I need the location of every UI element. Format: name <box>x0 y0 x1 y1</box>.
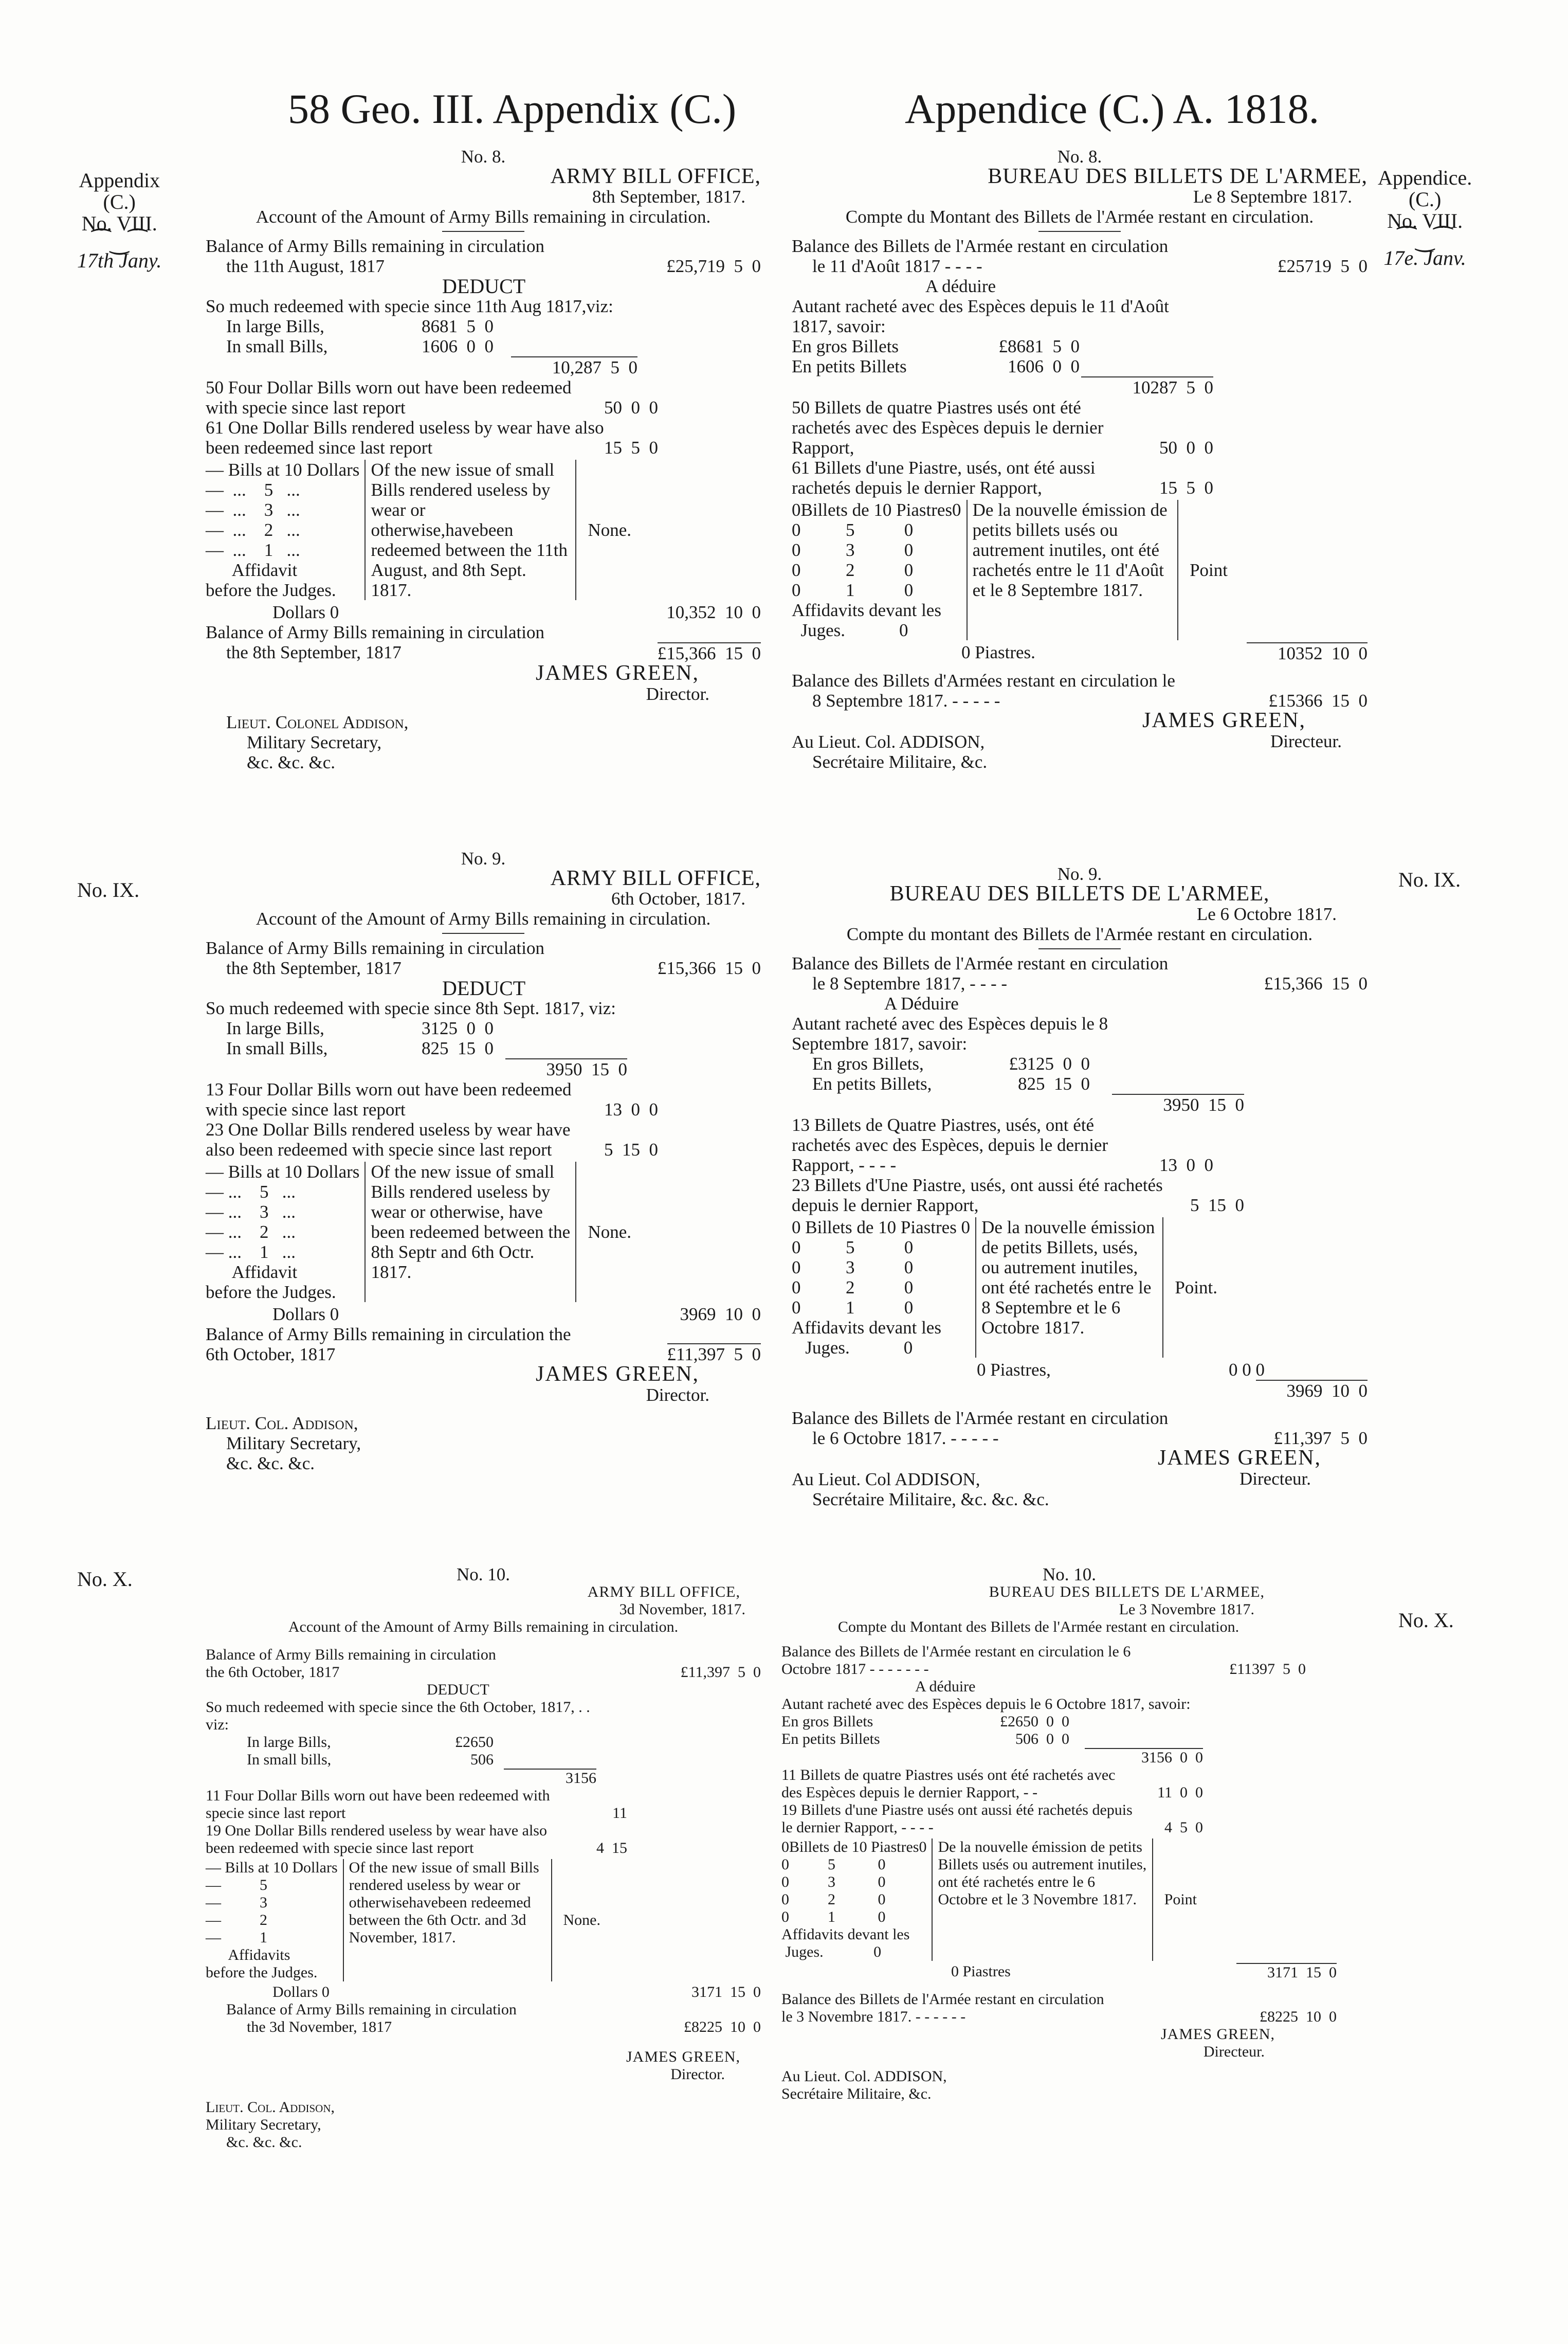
closing-balance-label: Balance of Army Bills remaining in circulation the 6th October, 1817 <box>206 1324 571 1364</box>
addressee-title: Military Secretary, <box>206 2116 321 2133</box>
account-fr-10 <box>781 1566 1357 2103</box>
addressee-name: Au Lieut. Col ADDISON, <box>792 1469 980 1489</box>
one-dollar-amount: 15 5 0 <box>1159 478 1213 498</box>
office-date: Le 6 Octobre 1817. <box>1196 904 1337 924</box>
office-name: ARMY BILL OFFICE, <box>550 867 761 890</box>
divider <box>442 231 524 232</box>
redeemed-subtotal: 3950 15 0 <box>1112 1094 1245 1115</box>
new-issue-result: None. <box>563 1912 600 1928</box>
one-dollar-label: 19 One Dollar Bills rendered useless by wear have also been redeemed with specie since last report <box>206 1822 547 1856</box>
opening-balance-label: Balance des Billets de l'Armée restant en circulation <box>792 953 1169 973</box>
total-deducted: 3969 10 0 <box>1256 1380 1368 1401</box>
four-dollar-label: 13 Billets de Quatre Piastres, usés, ont été rachetés avec des Espèces, depuis le dernier Rapport, - - - - <box>792 1115 1108 1175</box>
opening-balance-label: Balance of Army Bills remaining in circulation <box>206 236 545 256</box>
addressee-title: Secrétaire Militaire, &c. &c. &c. <box>812 1489 1049 1509</box>
closing-balance-amount: £11,397 5 0 <box>667 1344 761 1364</box>
addressee-title: Military Secretary, <box>226 1433 361 1453</box>
new-issue-note: De la nouvelle émission de petits billets usés ou autrement inutiles, ont été rachetés entre le 11 d'Août et le 8 Septembre 1817. <box>967 500 1179 640</box>
margin-no-x-right: No. X. <box>1398 1609 1454 1632</box>
swash-ornament-icon: ⁀‿⁀ <box>92 229 147 255</box>
closing-balance-amount: £11,397 5 0 <box>1273 1428 1368 1448</box>
margin-date: 17e. Janv. <box>1383 246 1466 269</box>
opening-balance-date: the 8th September, 1817 <box>226 958 402 978</box>
small-bills-amount: 825 15 0 <box>1018 1074 1090 1094</box>
closing-balance-date: 8 Septembre 1817. - - - - - <box>812 691 1000 711</box>
swash-ornament-icon: ⁀‿⁀ <box>1397 227 1452 252</box>
one-dollar-amount: 5 15 0 <box>604 1140 658 1160</box>
opening-balance-date: le 8 Septembre 1817, - - - - <box>812 973 1008 994</box>
office-name: BUREAU DES BILLETS DE L'ARMEE, <box>988 165 1368 188</box>
large-bills-amount: 3125 0 0 <box>422 1018 494 1038</box>
four-dollar-label: 11 Billets de quatre Piastres usés ont été rachetés avec des Espèces depuis le dernier Rapport, - - <box>781 1766 1116 1801</box>
new-issue-bills-list: 0Billets de 10 Piastres0 0 5 0 0 3 0 0 2 0 0 1 0 Affidavits devant les Juges. 0 <box>781 1838 927 1960</box>
four-dollar-amount: 11 <box>612 1805 627 1822</box>
signer-name: JAMES GREEN, <box>626 2048 740 2065</box>
account-number: No. 10. <box>1042 1564 1097 1584</box>
office-date: 6th October, 1817. <box>611 889 745 909</box>
divider <box>1038 948 1121 949</box>
office-name: BUREAU DES BILLETS DE L'ARMEE, <box>889 882 1270 906</box>
opening-balance-amount: £25,719 5 0 <box>666 256 761 276</box>
opening-balance-amount: £11397 5 0 <box>1229 1661 1306 1678</box>
opening-balance-label: Balance des Billets de l'Armée restant en circulation <box>792 236 1169 256</box>
deduct-heading: DEDUCT <box>442 977 526 1000</box>
account-title: Compte du montant des Billets de l'Armée restant en circulation. <box>846 924 1313 944</box>
dollars-zero: 0 Piastres <box>951 1963 1011 1980</box>
total-deducted: 3969 10 0 <box>680 1304 761 1324</box>
four-dollar-amount: 11 0 0 <box>1157 1784 1203 1801</box>
deduct-heading: A Déduire <box>884 994 959 1014</box>
redeemed-label: Autant racheté avec des Espèces depuis le 11 d'Août 1817, savoir: <box>792 296 1169 336</box>
addressee-name: Lieut. Col. Addison, <box>206 2099 335 2116</box>
deduct-heading: A déduire <box>915 1678 976 1695</box>
account-number: No. 8. <box>461 147 506 167</box>
opening-balance-amount: £15,366 15 0 <box>1264 973 1368 994</box>
signer-name: JAMES GREEN, <box>535 661 699 685</box>
margin-line: Appendice. <box>1378 166 1472 189</box>
account-en-10 <box>206 1566 761 2151</box>
closing-balance-label: Balance des Billets de l'Armée restant en circulation <box>792 1408 1169 1428</box>
one-dollar-amount: 5 15 0 <box>1190 1195 1244 1215</box>
margin-no-x-left: No. X. <box>77 1567 133 1591</box>
office-date: Le 8 Septembre 1817. <box>1193 187 1352 207</box>
total-deducted: 10,352 10 0 <box>666 602 761 622</box>
new-issue-result: None. <box>588 1222 631 1242</box>
small-bills-label: En petits Billets <box>781 1730 880 1747</box>
margin-line: (C.) <box>1408 188 1442 211</box>
one-dollar-amount: 4 5 0 <box>1164 1819 1203 1836</box>
addressee-title: Secrétaire Militaire, &c. <box>812 752 988 772</box>
new-issue-note: Of the new issue of small Bills rendered useless by wear or otherwisehavebeen redeemed between the 6th Octr. and 3d November, 1817. <box>343 1859 552 1981</box>
office-date: Le 3 Novembre 1817. <box>1119 1601 1254 1618</box>
large-bills-amount: £8681 5 0 <box>998 336 1080 356</box>
large-bills-label: In large Bills, <box>247 1734 331 1751</box>
opening-balance-amount: £25719 5 0 <box>1278 256 1368 276</box>
small-bills-amount: 825 15 0 <box>422 1038 494 1058</box>
new-issue-bills-list: 0Billets de 10 Piastres0 0 5 0 0 3 0 0 2 0 0 1 0 Affidavits devant les Juges. 0 <box>792 500 961 640</box>
divider <box>442 933 524 934</box>
one-dollar-label: 23 One Dollar Bills rendered useless by wear have also been redeemed with specie since last report <box>206 1120 571 1160</box>
opening-balance-label: Balance of Army Bills remaining in circulation <box>206 1646 496 1663</box>
redeemed-subtotal: 3950 15 0 <box>505 1058 628 1079</box>
page-header-right: Appendice (C.) A. 1818. <box>905 85 1320 132</box>
four-dollar-amount: 50 0 0 <box>1159 438 1213 458</box>
four-dollar-label: 50 Billets de quatre Piastres usés ont été rachetés avec des Espèces depuis le dernier Rapport, <box>792 398 1104 458</box>
large-bills-label: In large Bills, <box>226 316 324 336</box>
office-name: ARMY BILL OFFICE, <box>587 1583 740 1600</box>
margin-appendix-right <box>1378 167 1472 269</box>
margin-line: Appendix <box>79 169 160 192</box>
large-bills-amount: £2650 <box>455 1734 494 1751</box>
signer-role: Director. <box>670 2066 725 2083</box>
office-date: 3d November, 1817. <box>619 1601 745 1618</box>
opening-balance-amount: £11,397 5 0 <box>680 1664 761 1681</box>
addressee-title: Military Secretary, <box>247 732 382 752</box>
small-bills-amount: 1606 0 0 <box>1008 356 1080 376</box>
account-title: Account of the Amount of Army Bills remaining in circulation. <box>256 207 711 227</box>
margin-date: 17th Jany. <box>77 249 162 272</box>
deduct-heading: DEDUCT <box>442 275 526 298</box>
total-deducted: 3171 15 0 <box>1236 1963 1337 1981</box>
four-dollar-amount: 13 0 0 <box>1159 1155 1213 1175</box>
dollars-zero: 0 Piastres, <box>977 1360 1051 1380</box>
deduct-heading: DEDUCT <box>427 1681 489 1698</box>
closing-balance-date: the 8th September, 1817 <box>226 642 402 662</box>
opening-balance-amount: £15,366 15 0 <box>657 958 761 978</box>
addressee-name: Lieut. Colonel Addison, <box>226 712 409 732</box>
four-dollar-label: 11 Four Dollar Bills worn out have been redeemed with specie since last report <box>206 1787 550 1822</box>
dollars-zero-amount: 0 0 0 <box>1229 1360 1265 1380</box>
opening-balance-date: le 11 d'Août 1817 - - - - <box>812 256 982 276</box>
one-dollar-amount: 4 15 <box>596 1840 627 1856</box>
divider <box>1038 231 1121 232</box>
addressee-etc: &c. &c. &c. <box>226 2134 302 2151</box>
large-bills-amount: 8681 5 0 <box>422 316 494 336</box>
four-dollar-amount: 50 0 0 <box>604 398 658 418</box>
account-number: No. 9. <box>1057 864 1102 884</box>
signer-role: Directeur. <box>1239 1469 1311 1489</box>
one-dollar-label: 19 Billets d'une Piastre usés ont aussi été rachetés depuis le dernier Rapport, - - - - <box>781 1801 1133 1836</box>
addressee-name: Au Lieut. Col. ADDISON, <box>792 732 985 752</box>
one-dollar-label: 61 One Dollar Bills rendered useless by wear have also been redeemed since last report <box>206 418 604 458</box>
closing-balance-label: Balance des Billets de l'Armée restant en circulation <box>781 1991 1104 2008</box>
signer-role: Director. <box>646 1385 709 1405</box>
four-dollar-label: 13 Four Dollar Bills worn out have been redeemed with specie since last report <box>206 1079 572 1120</box>
new-issue-bills-list: — Bills at 10 Dollars — 5 — 3 — 2 — 1 Affidavits before the Judges. <box>206 1859 338 1981</box>
large-bills-label: In large Bills, <box>226 1018 324 1038</box>
small-bills-label: In small Bills, <box>226 336 328 356</box>
signer-role: Director. <box>646 684 709 704</box>
one-dollar-label: 61 Billets d'une Piastre, usés, ont été aussi rachetés depuis le dernier Rapport, <box>792 458 1096 498</box>
closing-balance-label: Balance of Army Bills remaining in circulation <box>206 622 545 642</box>
addressee-etc: &c. &c. &c. <box>226 1453 315 1473</box>
dollars-zero: Dollars 0 <box>272 1304 339 1324</box>
account-number: No. 10. <box>456 1564 510 1584</box>
redeemed-label: So much redeemed with specie since 11th Aug 1817,viz: <box>206 296 613 316</box>
signer-name: JAMES GREEN, <box>1160 2026 1275 2043</box>
redeemed-subtotal: 10287 5 0 <box>1081 376 1214 398</box>
closing-balance-amount: £8225 10 0 <box>1260 2008 1337 2025</box>
new-issue-note: Of the new issue of small Bills rendered useless by wear or otherwise,havebeen redeemed between the 11th August, and 8th Sept. 1817. <box>364 460 576 600</box>
account-title: Account of the Amount of Army Bills remaining in circulation. <box>288 1618 679 1635</box>
signer-role: Directeur. <box>1203 2043 1265 2060</box>
office-name: BUREAU DES BILLETS DE L'ARMEE, <box>989 1583 1265 1600</box>
closing-balance-date: le 3 Novembre 1817. - - - - - - <box>781 2008 966 2025</box>
margin-appendix-left <box>77 170 161 272</box>
margin-no-ix-left: No. IX. <box>77 878 140 901</box>
opening-balance-date: the 6th October, 1817 <box>206 1664 340 1681</box>
dollars-zero: 0 Piastres. <box>961 642 1035 662</box>
opening-balance-label: Balance of Army Bills remaining in circulation <box>206 938 545 958</box>
addressee-name: Au Lieut. Col. ADDISON, <box>781 2068 947 2085</box>
redeemed-label: So much redeemed with specie since the 6th October, 1817, . . viz: <box>206 1699 590 1733</box>
account-number: No. 8. <box>1057 147 1102 167</box>
margin-line: No. VIII. <box>1387 209 1463 232</box>
closing-balance-amount: £15366 15 0 <box>1268 691 1368 711</box>
opening-balance-date: the 11th August, 1817 <box>226 256 385 276</box>
closing-balance-date: the 3d November, 1817 <box>247 2018 392 2035</box>
new-issue-bills-list: 0 Billets de 10 Piastres 0 0 5 0 0 3 0 0 2 0 0 1 0 Affidavits devant les Juges. 0 <box>792 1217 971 1358</box>
redeemed-label: Autant racheté avec des Espèces depuis le 6 Octobre 1817, savoir: <box>781 1696 1191 1712</box>
small-bills-amount: 506 0 0 <box>1015 1730 1069 1747</box>
large-bills-amount: £2650 0 0 <box>1000 1713 1069 1730</box>
office-name: ARMY BILL OFFICE, <box>550 165 761 188</box>
one-dollar-amount: 15 5 0 <box>604 438 658 458</box>
margin-line: No. VIII. <box>81 212 157 235</box>
total-deducted: 3171 15 0 <box>691 1984 761 2000</box>
opening-balance-date: Octobre 1817 - - - - - - - <box>781 1661 929 1678</box>
total-deducted: 10352 10 0 <box>1247 642 1368 663</box>
signer-name: JAMES GREEN, <box>1157 1446 1321 1470</box>
account-en-9 <box>206 849 761 1473</box>
addressee-title: Secrétaire Militaire, &c. <box>781 2085 932 2102</box>
closing-balance-label: Balance of Army Bills remaining in circulation <box>226 2001 517 2018</box>
small-bills-label: En petits Billets, <box>812 1074 932 1094</box>
account-title: Compte du Montant des Billets de l'Armée restant en circulation. <box>837 1618 1239 1635</box>
large-bills-label: En gros Billets <box>792 336 899 356</box>
account-fr-9 <box>792 864 1368 1509</box>
one-dollar-label: 23 Billets d'Une Piastre, usés, ont aussi été rachetés depuis le dernier Rapport, <box>792 1175 1163 1215</box>
closing-balance-amount: £8225 10 0 <box>684 2018 761 2035</box>
new-issue-result: Point <box>1164 1891 1197 1908</box>
new-issue-bills-list: — Bills at 10 Dollars — ... 5 ... — ... 3 ... — ... 2 ... — ... 1 ... Affidavit before the Judges. <box>206 460 360 600</box>
new-issue-result: Point. <box>1175 1277 1217 1297</box>
deduct-heading: A déduire <box>925 276 996 296</box>
redeemed-subtotal: 3156 <box>504 1769 596 1787</box>
large-bills-amount: £3125 0 0 <box>1009 1054 1090 1074</box>
redeemed-subtotal: 3156 0 0 <box>1085 1748 1203 1766</box>
new-issue-bills-list: — Bills at 10 Dollars — ... 5 ... — ... 3 ... — ... 2 ... — ... 1 ... Affidavit before the Judges. <box>206 1162 360 1302</box>
dollars-zero: Dollars 0 <box>272 602 339 622</box>
small-bills-label: In small bills, <box>247 1751 332 1768</box>
large-bills-label: En gros Billets, <box>812 1054 924 1074</box>
account-en-8 <box>206 147 761 772</box>
page-header-left: 58 Geo. III. Appendix (C.) <box>288 85 737 132</box>
addressee-etc: &c. &c. &c. <box>247 752 336 772</box>
signer-name: JAMES GREEN, <box>1142 709 1306 732</box>
account-title: Account of the Amount of Army Bills remaining in circulation. <box>256 909 711 929</box>
closing-balance-label: Balance des Billets d'Armées restant en circulation le <box>792 671 1175 691</box>
new-issue-result: None. <box>588 520 631 540</box>
signer-name: JAMES GREEN, <box>535 1362 699 1386</box>
redeemed-label: Autant racheté avec des Espèces depuis le 8 Septembre 1817, savoir: <box>792 1014 1108 1054</box>
closing-balance-amount: £15,366 15 0 <box>657 643 761 663</box>
account-title: Compte du Montant des Billets de l'Armée restant en circulation. <box>845 207 1314 227</box>
redeemed-subtotal: 10,287 5 0 <box>511 356 637 377</box>
margin-line: (C.) <box>103 190 136 213</box>
redeemed-label: So much redeemed with specie since 8th Sept. 1817, viz: <box>206 998 616 1018</box>
four-dollar-label: 50 Four Dollar Bills worn out have been redeemed with specie since last report <box>206 377 572 418</box>
new-issue-note: De la nouvelle émission de petits Billets usés ou autrement inutiles, ont été rachetés entre le 6 Octobre et le 3 Novembre 1817. <box>932 1838 1153 1961</box>
office-date: 8th September, 1817. <box>592 187 745 207</box>
large-bills-label: En gros Billets <box>781 1713 873 1730</box>
signer-role: Directeur. <box>1270 731 1342 751</box>
dollars-zero: Dollars 0 <box>272 1984 330 2000</box>
four-dollar-amount: 13 0 0 <box>604 1099 658 1120</box>
new-issue-result: Point <box>1190 560 1228 580</box>
addressee-name: Lieut. Col. Addison, <box>206 1413 358 1433</box>
margin-no-ix-right: No. IX. <box>1398 868 1461 891</box>
closing-balance-date: le 6 Octobre 1817. - - - - - <box>812 1428 999 1448</box>
account-fr-8 <box>792 147 1368 772</box>
small-bills-amount: 1606 0 0 <box>422 336 494 356</box>
small-bills-label: In small Bills, <box>226 1038 328 1058</box>
small-bills-amount: 506 <box>470 1751 494 1768</box>
account-number: No. 9. <box>461 849 506 869</box>
small-bills-label: En petits Billets <box>792 356 907 376</box>
opening-balance-label: Balance des Billets de l'Armée restant en circulation le 6 <box>781 1643 1131 1660</box>
new-issue-note: Of the new issue of small Bills rendered useless by wear or otherwise, have been redeemed between the 8th Septr and 6th Octr. 1817. <box>364 1162 576 1302</box>
new-issue-note: De la nouvelle émission de petits Billets, usés, ou autrement inutiles, ont été rachetés entre le 8 Septembre et le 6 Octobre 1817. <box>975 1217 1163 1358</box>
